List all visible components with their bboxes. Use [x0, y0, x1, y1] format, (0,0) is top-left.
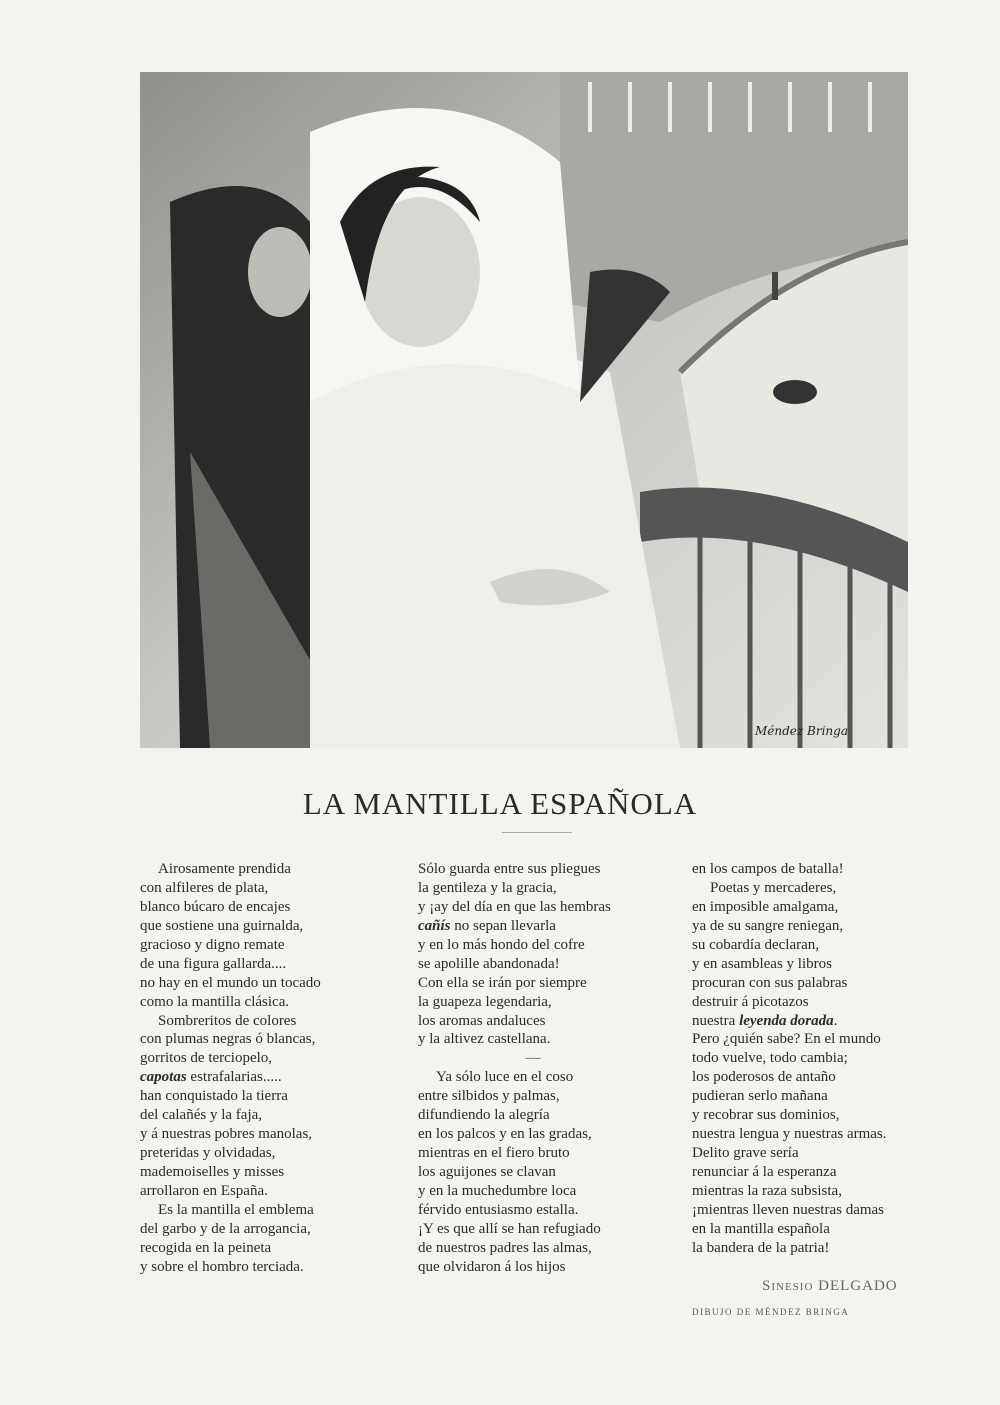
line-text: .	[833, 1012, 838, 1029]
poem-line	[418, 879, 648, 898]
line-text: y recobrar sus dominios,	[692, 1107, 840, 1124]
poem-line	[418, 1106, 648, 1125]
line-text: férvido entusiasmo estalla.	[418, 1201, 579, 1218]
line-text: y sobre el hombro terciada.	[140, 1258, 304, 1275]
line-text: y ¡ay del día en que las hembras	[418, 898, 611, 915]
poem-line	[692, 936, 887, 955]
poem-line	[418, 955, 648, 974]
poem-line	[140, 936, 321, 955]
poem-line	[140, 1106, 321, 1125]
poem-line	[140, 1125, 321, 1144]
poem-line	[418, 1030, 648, 1049]
line-text: blanco búcaro de encajes	[140, 898, 291, 915]
poem-line	[692, 1182, 887, 1201]
line-text: preteridas y olvidadas,	[140, 1145, 276, 1162]
poem-line	[692, 974, 887, 993]
poem-line	[140, 1068, 321, 1087]
line-text: como la mantilla clásica.	[140, 993, 290, 1010]
line-text: Sólo guarda entre sus pliegues	[418, 861, 601, 877]
line-text: que olvidaron á los hijos	[418, 1258, 566, 1275]
line-text: en imposible amalgama,	[692, 898, 839, 915]
poem-line	[692, 1049, 887, 1068]
poem-line	[418, 917, 648, 936]
poem-line	[692, 993, 887, 1012]
illustration-credit: DIBUJO DE MÉNDEZ BRINGA	[692, 1307, 850, 1317]
line-text: los aguijones se clavan	[418, 1164, 556, 1180]
line-text: gracioso y digno remate	[140, 936, 285, 953]
line-text: ¡mientras lleven nuestras damas	[692, 1201, 885, 1218]
poem-line	[418, 860, 648, 879]
illustration-woman-with-mantilla-at-bullring	[140, 72, 908, 748]
line-text: la bandera de la patria!	[692, 1239, 830, 1256]
poem-line	[140, 1182, 321, 1201]
line-text: nuestra lengua y nuestras armas.	[692, 1126, 887, 1143]
line-text: y á nuestras pobres manolas,	[140, 1126, 313, 1143]
line-text: entre silbidos y palmas,	[418, 1088, 560, 1105]
line-text: y en asambleas y libros	[692, 955, 832, 972]
line-text: y la altivez castellana.	[418, 1031, 551, 1048]
poem-line	[140, 955, 321, 974]
poem-line	[140, 1258, 321, 1277]
line-text: destruir á picotazos	[692, 993, 809, 1010]
poem-line	[692, 898, 887, 917]
line-text: Poetas y mercaderes,	[710, 879, 837, 896]
poem-line	[140, 993, 321, 1012]
line-text: se apolille abandonada!	[418, 955, 560, 972]
line-text: Delito grave sería	[692, 1145, 799, 1162]
poem-column-2	[418, 860, 648, 1277]
poem-line	[418, 1144, 648, 1163]
poem-line	[418, 1012, 648, 1031]
poem-line	[418, 974, 648, 993]
line-text: del garbo y de la arrogancia,	[140, 1220, 311, 1237]
poem-line	[140, 1049, 321, 1068]
poem-line	[692, 1012, 887, 1031]
poem-line	[140, 1220, 321, 1239]
poem-line	[140, 1012, 321, 1031]
poem-line	[692, 955, 887, 974]
poem-line	[140, 1201, 321, 1220]
line-text: con plumas negras ó blancas,	[140, 1031, 316, 1048]
poem-line	[692, 917, 887, 936]
poem-line	[418, 1201, 648, 1220]
line-text: en los campos de batalla!	[692, 861, 844, 877]
line-text: renunciar á la esperanza	[692, 1164, 837, 1180]
line-text: del calañés y la faja,	[140, 1107, 263, 1124]
poem-line	[418, 1220, 648, 1239]
poem-line	[140, 1163, 321, 1182]
title-divider	[502, 832, 572, 833]
poem-line	[418, 993, 648, 1012]
line-text: todo vuelve, todo cambia;	[692, 1050, 848, 1067]
poem-line	[140, 917, 321, 936]
poem-line	[692, 1087, 887, 1106]
line-text: y en la muchedumbre loca	[418, 1182, 577, 1199]
poem-line	[140, 1087, 321, 1106]
italic-text: capotas	[140, 1069, 187, 1086]
poem-line	[418, 898, 648, 917]
poem-line	[140, 1144, 321, 1163]
line-text: que sostiene una guirnalda,	[140, 917, 304, 934]
line-text: la gentileza y la gracia,	[418, 879, 557, 896]
poem-line	[692, 860, 887, 879]
poem-column-1	[140, 860, 321, 1277]
poem-line	[692, 879, 887, 898]
poem-line	[140, 898, 321, 917]
italic-text: cañís	[418, 917, 451, 934]
line-text: difundiendo la alegría	[418, 1107, 550, 1124]
poem-line	[140, 974, 321, 993]
poem-line	[418, 936, 648, 955]
line-text: mientras en el fiero bruto	[418, 1145, 570, 1162]
line-text: Airosamente prendida	[158, 861, 291, 877]
poem-line	[418, 1087, 648, 1106]
poem-line	[418, 1163, 648, 1182]
line-text: mademoiselles y misses	[140, 1164, 285, 1180]
line-text: no sepan llevarla	[450, 917, 556, 934]
poem-line	[692, 1239, 887, 1258]
line-text: Pero ¿quién sabe? En el mundo	[692, 1031, 881, 1048]
line-text: su cobardía declaran,	[692, 936, 820, 953]
italic-text: leyenda dorada	[739, 1012, 834, 1029]
line-text: Con ella se irán por siempre	[418, 974, 587, 991]
poem-line	[418, 1182, 648, 1201]
line-text: arrollaron en España.	[140, 1182, 268, 1199]
line-text: pudieran serlo mañana	[692, 1088, 828, 1105]
poem-line	[692, 1163, 887, 1182]
line-text: estrafalarias.....	[186, 1069, 282, 1086]
poem-line	[692, 1201, 887, 1220]
line-text: —	[525, 1050, 541, 1067]
poem-line	[418, 1258, 648, 1277]
line-text: y en lo más hondo del cofre	[418, 936, 585, 953]
poem-line	[140, 879, 321, 898]
poem-line	[418, 1125, 648, 1144]
line-text: de nuestros padres las almas,	[418, 1239, 592, 1256]
poem-line	[418, 1239, 648, 1258]
line-text: Sombreritos de colores	[158, 1012, 297, 1029]
line-text: en los palcos y en las gradas,	[418, 1126, 592, 1143]
author-name: Sinesio DELGADO	[762, 1278, 898, 1294]
line-text: ¡Y es que allí se han refugiado	[418, 1220, 601, 1237]
poem-column-3	[692, 860, 887, 1258]
line-text: mientras la raza subsista,	[692, 1182, 842, 1199]
line-text: Es la mantilla el emblema	[158, 1201, 314, 1218]
line-text: en la mantilla española	[692, 1220, 830, 1237]
poem-line	[692, 1144, 887, 1163]
line-text: los poderosos de antaño	[692, 1069, 836, 1086]
poem-line	[692, 1220, 887, 1239]
line-text: han conquistado la tierra	[140, 1088, 288, 1105]
line-text: recogida en la peineta	[140, 1239, 272, 1256]
poem-line	[692, 1068, 887, 1087]
poem-line	[692, 1125, 887, 1144]
line-text: no hay en el mundo un tocado	[140, 974, 321, 991]
line-text: nuestra	[692, 1012, 740, 1029]
line-text: con alfileres de plata,	[140, 879, 269, 896]
line-text: gorritos de terciopelo,	[140, 1050, 273, 1067]
line-text: ya de su sangre reniegan,	[692, 917, 844, 934]
line-text: procuran con sus palabras	[692, 974, 848, 991]
line-text: los aromas andaluces	[418, 1012, 546, 1029]
artist-signature: Méndez Bringa	[755, 724, 848, 738]
poem-line	[692, 1030, 887, 1049]
stanza-separator	[418, 1049, 648, 1068]
poem-line	[140, 860, 321, 879]
poem-title: LA MANTILLA ESPAÑOLA	[302, 786, 698, 821]
poem-line	[418, 1068, 648, 1087]
poem-line	[140, 1030, 321, 1049]
line-text: la guapeza legendaria,	[418, 993, 552, 1010]
line-text: de una figura gallarda....	[140, 955, 287, 972]
poem-line	[692, 1106, 887, 1125]
line-text: Ya sólo luce en el coso	[436, 1069, 574, 1086]
poem-line	[140, 1239, 321, 1258]
